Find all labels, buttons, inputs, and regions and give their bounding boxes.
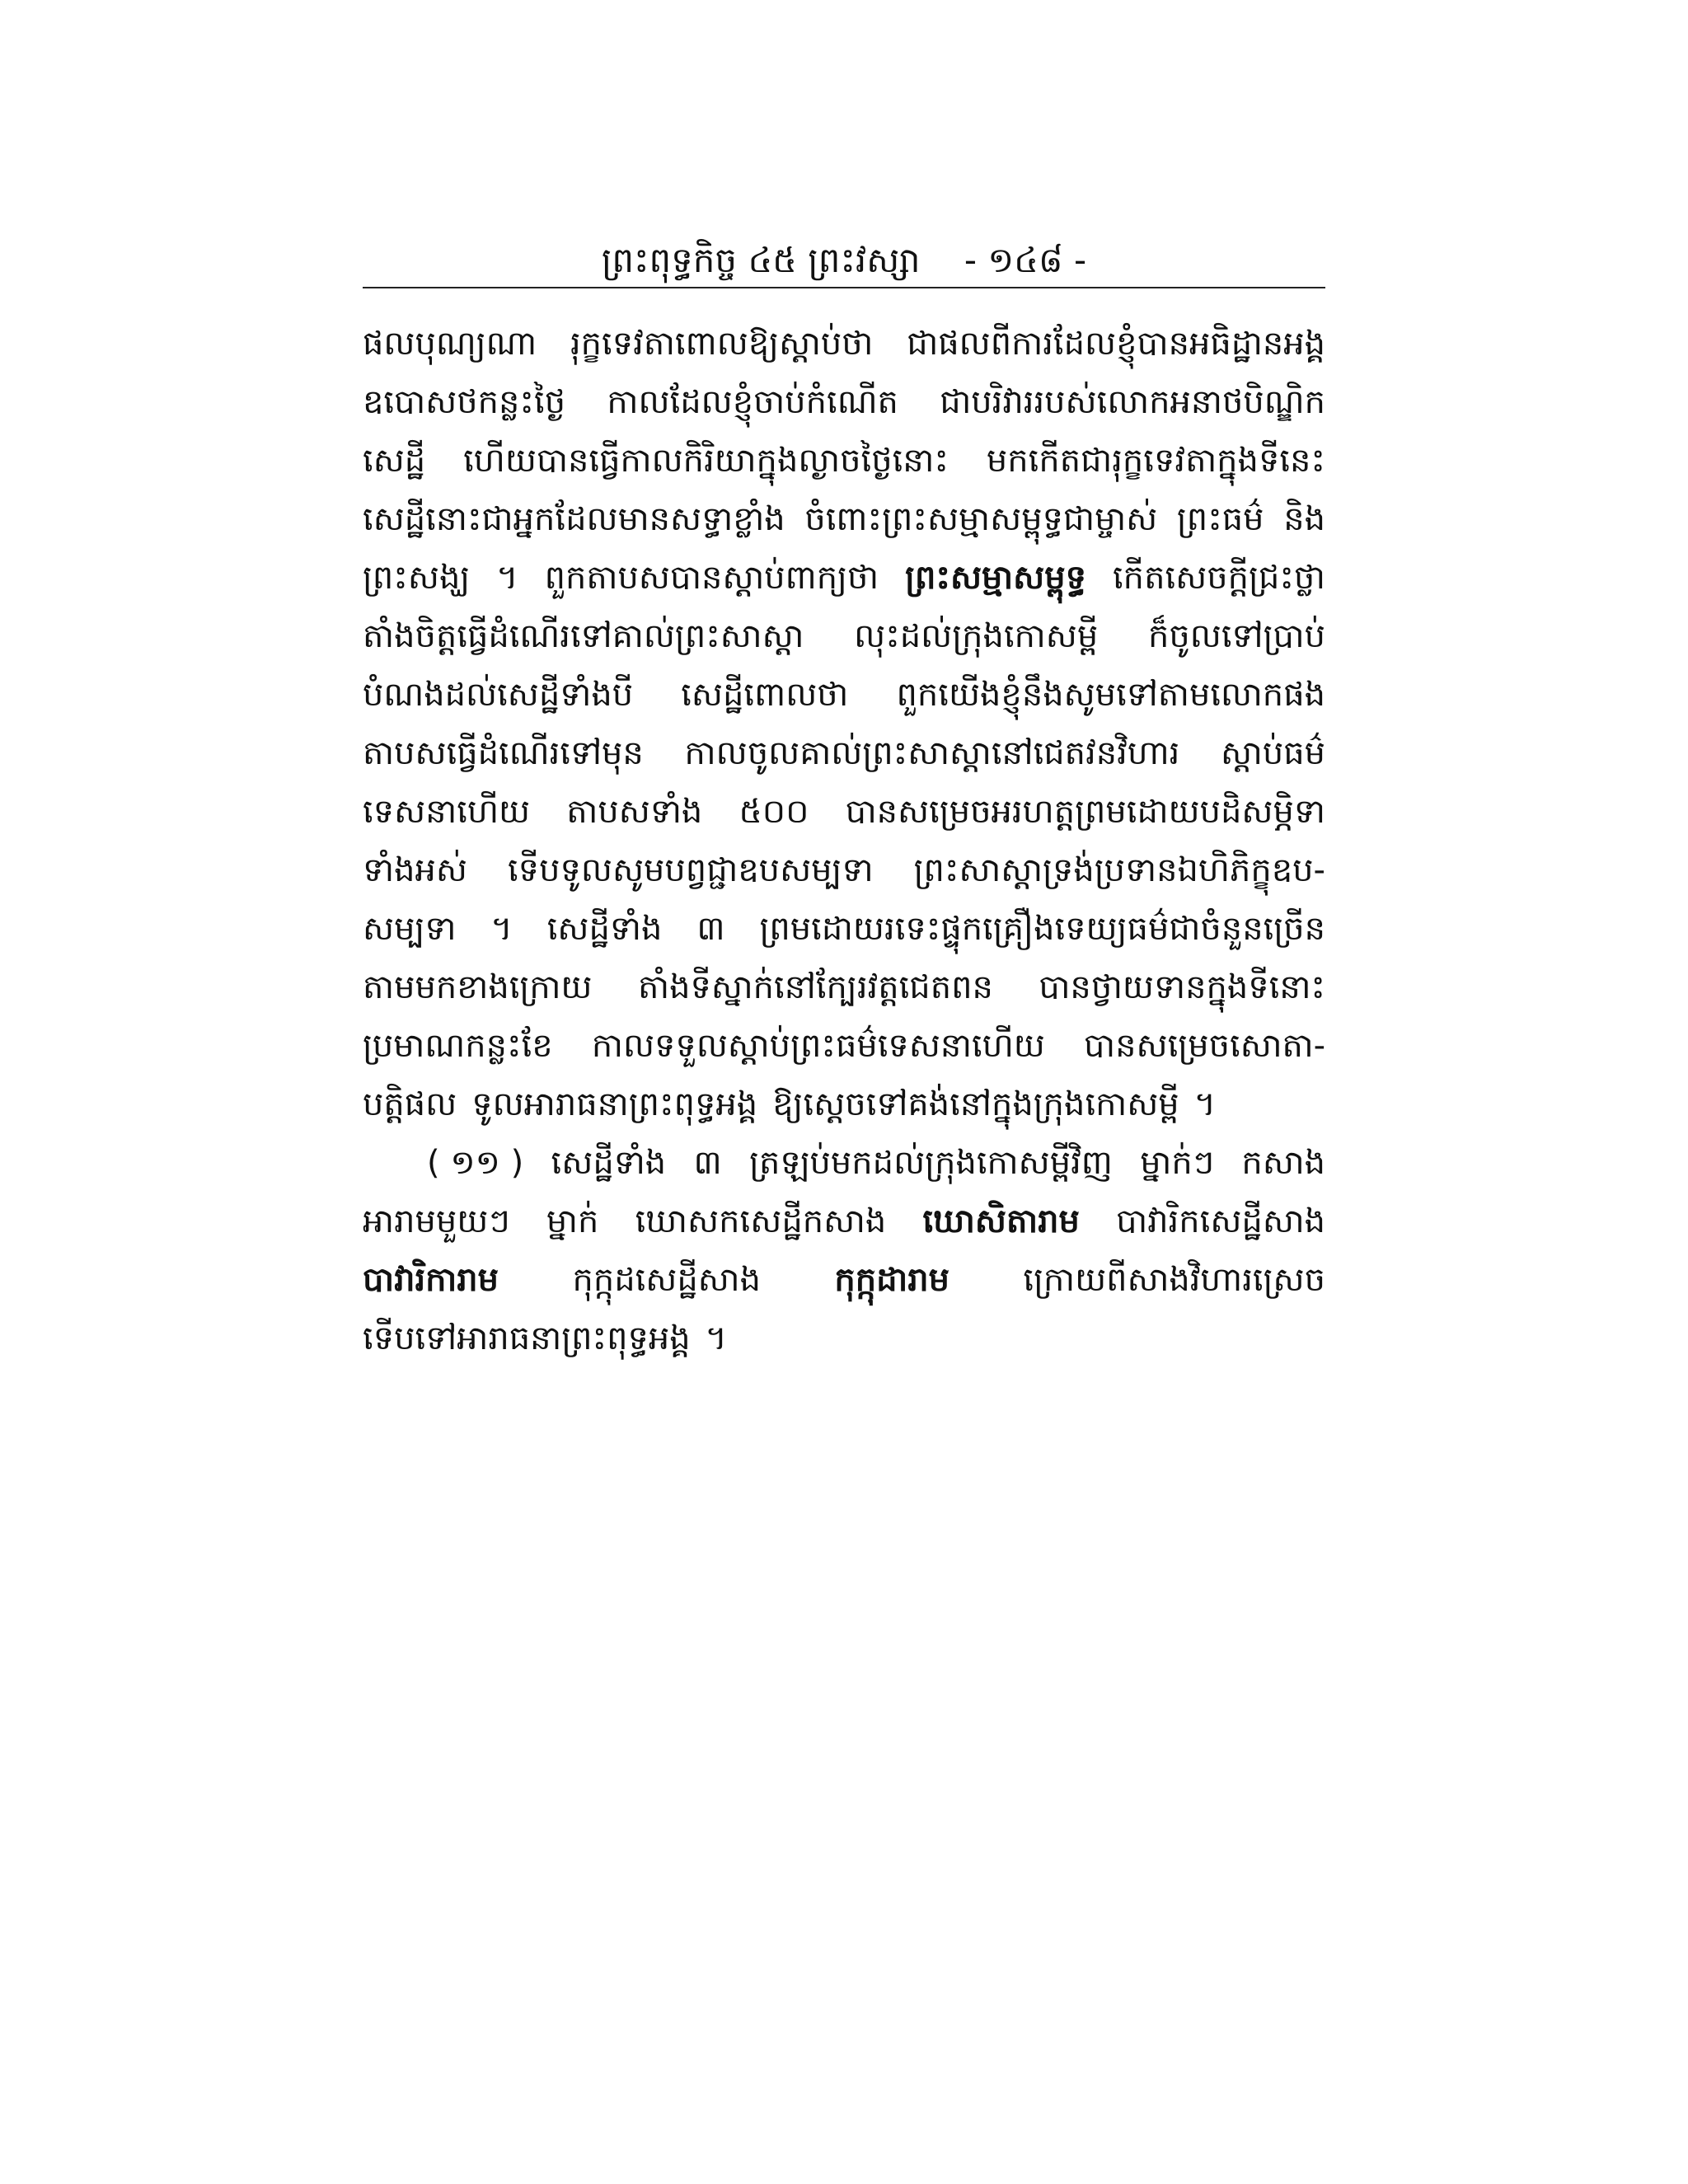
text-word: មកកើតជារុក្ខទេវតាក្នុងទីនេះ: [986, 442, 1325, 480]
text-word: បានថ្វាយទានក្នុងទីនោះ: [1039, 968, 1325, 1006]
text-word: ព្រះធម៌: [1176, 500, 1264, 538]
text-word: ឃោសិតារាម: [922, 1202, 1080, 1240]
text-word: កើតសេចក្ដីជ្រះថ្លា: [1112, 559, 1325, 597]
text-line: [363, 900, 1325, 958]
text-line: [363, 1193, 1325, 1251]
text-word: សេដ្ឋី: [363, 442, 426, 480]
text-line: [363, 490, 1325, 549]
text-word: ឱ្យស្ដេចទៅគង់នៅក្នុងក្រុងកោសម្ពី: [772, 1085, 1179, 1123]
text-line: [363, 549, 1325, 607]
text-word: និង: [1283, 500, 1325, 538]
text-line: [363, 958, 1325, 1017]
text-line: [363, 1251, 1325, 1310]
text-line: [363, 432, 1325, 490]
text-word: បាវារិការាម: [363, 1261, 499, 1299]
text-word: ទើបទូលសូមបព្វជ្ជាឧបសម្បទា: [507, 851, 874, 889]
text-line: [363, 1076, 1325, 1134]
text-word: កាលទទួលស្ដាប់ព្រះធម៌ទេសនាហើយ: [591, 1027, 1045, 1065]
text-word: សេដ្ឋីទាំង: [551, 1144, 667, 1182]
header-title: ព្រះពុទ្ធកិច្ច ៤៥ ព្រះវស្សា: [601, 240, 921, 280]
text-word: បំណងដល់សេដ្ឋីទាំងបី: [363, 676, 634, 714]
text-word: លុះដល់ក្រុងកោសម្ពី: [854, 617, 1099, 655]
text-word: ជាបរិវាររបស់លោកអនាថបិណ្ឌិក: [940, 383, 1325, 421]
text-word: ម្នាក់: [546, 1202, 599, 1240]
text-word: ជាផលពីការដែលខ្ញុំបានអធិដ្ឋានអង្គ: [907, 325, 1325, 363]
text-word: កុក្កុដសេដ្ឋីសាង: [572, 1261, 761, 1299]
text-word: ហើយបានធ្វើកាលកិរិយាក្នុងល្ងាចថ្ងៃនោះ: [463, 442, 949, 480]
text-line: [363, 724, 1325, 783]
text-word: ៣: [693, 1144, 722, 1182]
body-text: [363, 315, 1325, 1368]
text-word: ។: [1193, 1085, 1217, 1123]
text-word: ។: [705, 1319, 728, 1357]
text-line: [363, 841, 1325, 900]
text-word: ទូលអារាធនាព្រះពុទ្ធអង្គ: [471, 1085, 758, 1123]
running-header: [363, 236, 1325, 285]
text-word: ប្រមាណកន្លះខែ: [363, 1027, 553, 1065]
text-word: អារាមមួយៗ: [363, 1202, 510, 1240]
text-word: ចំពោះព្រះសម្មាសម្ពុទ្ធជាម្ចាស់: [804, 500, 1158, 538]
text-line: [363, 1017, 1325, 1076]
text-word: ទាំងអស់: [363, 851, 467, 889]
text-word: ពួកយើងខ្ញុំនឹងសូមទៅតាមលោកផង: [896, 676, 1325, 714]
text-word: តាបសធ្វើដំណើរទៅមុន: [363, 734, 644, 772]
text-word: បត្តិផល: [363, 1085, 457, 1123]
text-word: សម្បទា: [363, 910, 457, 948]
text-word: បានសម្រេចអរហត្តព្រមដោយបដិសម្ភិទា: [845, 793, 1325, 831]
text-word: ត្រឡប់មកដល់ក្រុងកោសម្ពីវិញ: [749, 1144, 1113, 1182]
text-word: ទើបទៅអារាធនាព្រះពុទ្ធអង្គ: [363, 1319, 691, 1357]
text-word: បាវារិកសេដ្ឋីសាង: [1116, 1202, 1325, 1240]
text-word: ។: [496, 559, 518, 597]
text-line: [363, 315, 1325, 373]
text-word: សេដ្ឋីទាំង: [546, 910, 663, 948]
text-word: តាមមកខាងក្រោយ: [363, 968, 593, 1006]
text-word: កសាង: [1241, 1144, 1325, 1182]
text-word: ព្រះសម្មាសម្ពុទ្ធ: [905, 559, 1086, 597]
text-line: [363, 1134, 1325, 1193]
text-word: បានសម្រេចសោតា-: [1084, 1027, 1325, 1065]
text-word: កាលដែលខ្ញុំចាប់កំណើត: [607, 383, 898, 421]
text-word: កាលចូលគាល់ព្រះសាស្ដានៅជេតវនវិហារ: [684, 734, 1180, 772]
text-word: តាំងចិត្តធ្វើដំណើរទៅគាល់ព្រះសាស្ដា: [363, 617, 804, 655]
text-line: [363, 373, 1325, 432]
text-word: តាំងទីស្នាក់នៅក្បែរវត្តជេតពន: [638, 968, 993, 1006]
text-word: ព្រមដោយរទេះផ្ទុកគ្រឿងទេយ្យធម៌ជាចំនួនច្រើន: [759, 910, 1325, 948]
text-word: ទេសនាហើយ: [363, 793, 531, 831]
text-word: ឧបោសថកន្លះថ្ងៃ: [363, 383, 566, 421]
text-word: ក៏ចូលទៅប្រាប់: [1147, 617, 1325, 655]
text-word: តាបសទាំង: [566, 793, 703, 831]
text-word: ផលបុណ្យណា: [363, 325, 537, 363]
text-word: ( ១១ ): [427, 1144, 524, 1182]
text-word: ពួកតាបសបានស្ដាប់ពាក្យថា: [544, 559, 879, 597]
text-line: [363, 1310, 1325, 1368]
text-word: ក្រោយពីសាងវិហារស្រេច: [1023, 1261, 1325, 1299]
text-word: ស្ដាប់ធម៌: [1221, 734, 1325, 772]
text-word: ព្រះសង្ឃ: [363, 559, 471, 597]
text-word: សេដ្ឋីពោលថា: [681, 676, 849, 714]
text-word: សេដ្ឋីនោះជាអ្នកដែលមានសទ្ធាខ្លាំង: [363, 500, 785, 538]
text-word: ។: [490, 910, 513, 948]
text-line: [363, 666, 1325, 724]
header-divider: [363, 287, 1325, 288]
text-word: ឃោសកសេដ្ឋីកសាង: [635, 1202, 887, 1240]
text-word: ម្នាក់ៗ: [1140, 1144, 1215, 1182]
text-word: ៥០០: [738, 793, 809, 831]
text-line: [363, 607, 1325, 666]
text-line: [363, 783, 1325, 841]
text-word: កុក្កុដារាម: [834, 1261, 950, 1299]
page-number: - ១៤៨ -: [964, 240, 1087, 280]
text-word: រុក្ខទេវតាពោលឱ្យស្ដាប់ថា: [570, 325, 874, 363]
text-word: ៣: [696, 910, 725, 948]
text-word: ព្រះសាស្ដាទ្រង់ប្រទានឯហិភិក្ខុឧប-: [913, 851, 1325, 889]
